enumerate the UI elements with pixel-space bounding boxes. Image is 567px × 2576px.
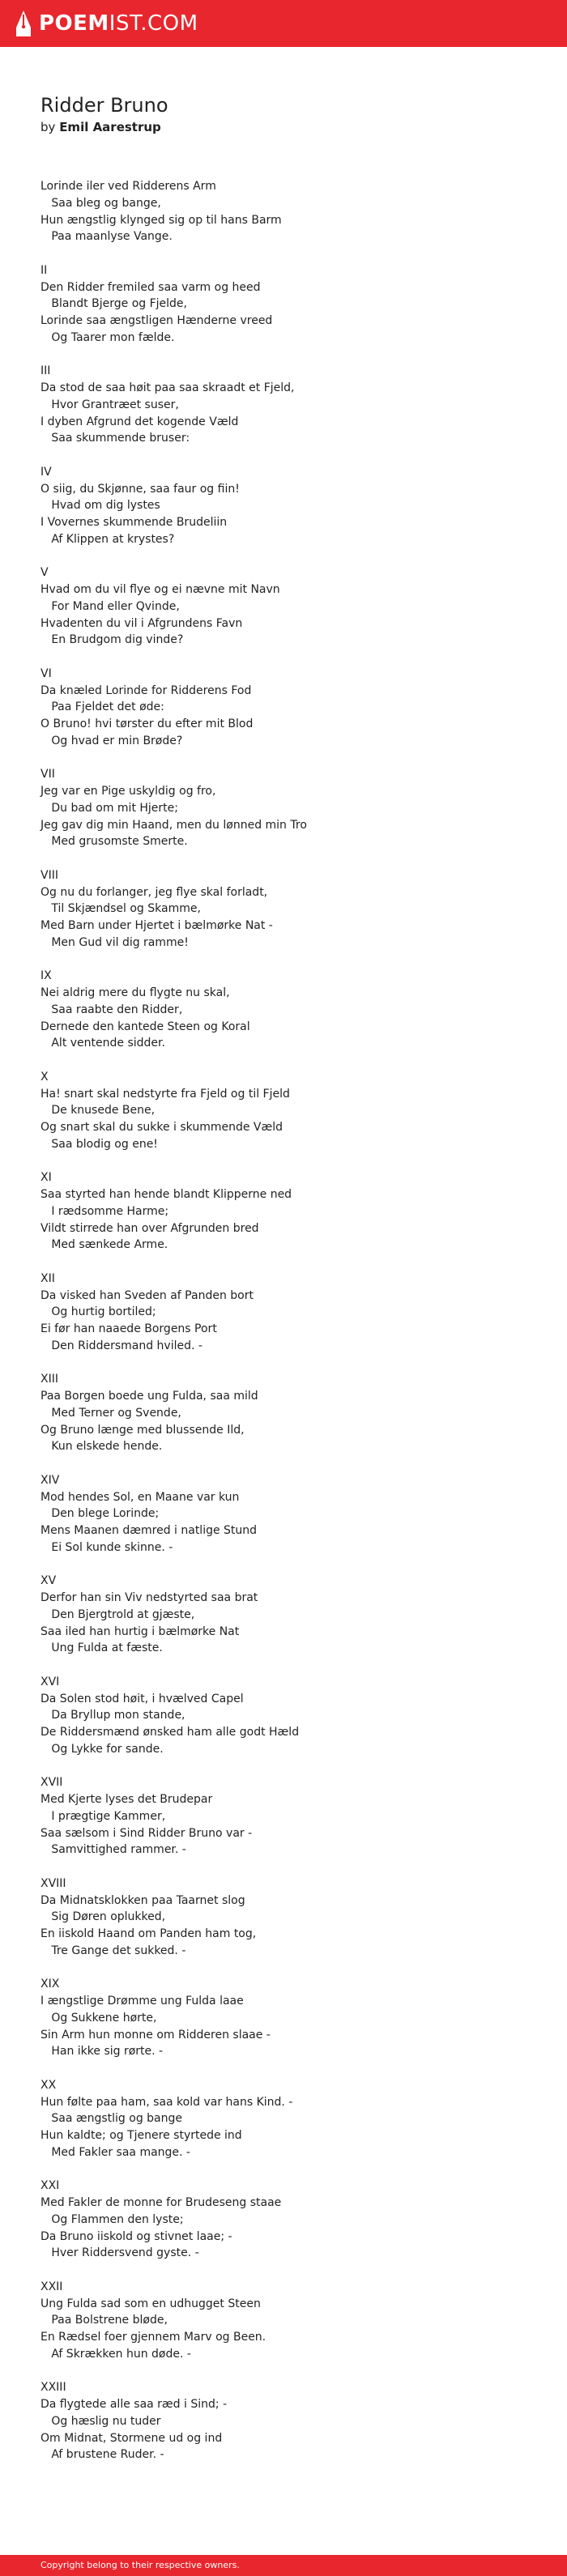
brand-name	[39, 10, 198, 37]
poem-line: Og snart skal du sukke i skummende Væld	[40, 1121, 284, 1134]
poem-line: Den blege Lorinde;	[40, 1507, 160, 1521]
brand-bold: POEM	[39, 11, 109, 36]
poem-line: Den Riddersmand hviled. -	[40, 1339, 202, 1352]
stanza	[40, 2178, 526, 2262]
poem-line: XI	[40, 1171, 52, 1185]
stanza	[40, 1774, 526, 1859]
poem-line: En Brudgom dig vinde?	[40, 633, 184, 647]
poem-line: XXII	[40, 2280, 63, 2293]
stanza	[40, 1169, 526, 1254]
poem-line: Saa sælsom i Sind Ridder Bruno var -	[40, 1826, 253, 1840]
stanza	[40, 1674, 526, 1758]
poem-line: Til Skjændsel og Skamme,	[40, 902, 201, 916]
stanza-gap	[40, 245, 526, 262]
poem-line: I Vovernes skummende Brudeliin	[40, 516, 228, 529]
poem-line: Hun følte paa ham, saa kold var hans Kind. -	[40, 2095, 293, 2109]
poem-line: Ung Fulda sad som en udhugget Steen	[40, 2297, 261, 2310]
poem-line: Med grusomste Smerte.	[40, 835, 188, 849]
poem-line: III	[40, 364, 51, 378]
stanza	[40, 564, 526, 649]
poem-line: Men Gud vil dig ramme!	[40, 935, 189, 949]
poem-line: I prægtige Kammer,	[40, 1809, 166, 1823]
stanza	[40, 968, 526, 1052]
poem-line: Den Ridder fremiled saa varm og heed	[40, 280, 261, 294]
stanza	[40, 2279, 526, 2363]
stanza	[40, 2077, 526, 2161]
poem-line: XIV	[40, 1473, 60, 1487]
poem-line: Hun ængstlig klynged sig op til hans Barm	[40, 213, 282, 227]
poem-line: IV	[40, 465, 52, 479]
poem-line: Hver Riddersvend gyste. -	[40, 2246, 199, 2260]
stanza-gap	[40, 2161, 526, 2178]
poem-line: O Bruno! hvi tørster du efter mit Blod	[40, 717, 254, 730]
poem-line: Jeg gav dig min Haand, men du lønned min Tro	[40, 818, 307, 832]
poem-line: Mod hendes Sol, en Maane var kun	[40, 1490, 240, 1504]
stanza-gap	[40, 649, 526, 666]
stanza	[40, 1271, 526, 1355]
poem-line: Ung Fulda at fæste.	[40, 1641, 163, 1655]
poem-line: Og hurtig bortiled;	[40, 1305, 156, 1319]
poem-byline	[40, 119, 161, 135]
stanza-gap	[40, 548, 526, 565]
poem-line: Og Flammen den lyste;	[40, 2212, 184, 2226]
poem-line: Paa Fjeldet det øde:	[40, 700, 164, 714]
stanza	[40, 2379, 526, 2463]
poem-line: Du bad om mit Hjerte;	[40, 801, 178, 815]
stanza-gap	[40, 1455, 526, 1472]
poem-line: Og Taarer mon fælde.	[40, 330, 175, 344]
poem-line: Sig Døren oplukked,	[40, 1910, 166, 1924]
poem-line: Hvor Grantræet suser,	[40, 398, 179, 411]
stanza-gap	[40, 447, 526, 464]
stanza-gap	[40, 2262, 526, 2279]
stanza-gap	[40, 952, 526, 969]
top-bar	[0, 0, 567, 47]
stanza-gap	[40, 1859, 526, 1876]
poem-line: Da visked han Sveden af Panden bort	[40, 1288, 254, 1302]
stanza-gap	[40, 750, 526, 767]
poem-line: De knusede Bene,	[40, 1104, 156, 1118]
stanza	[40, 1371, 526, 1455]
pen-nib-icon	[15, 10, 32, 37]
stanza	[40, 1573, 526, 1657]
stanza-gap	[40, 1556, 526, 1573]
poem-line: XV	[40, 1574, 57, 1588]
poem-line: Ha! snart skal nedstyrte fra Fjeld og til Fjeld	[40, 1087, 290, 1101]
stanza-gap	[40, 1052, 526, 1069]
stanza-gap	[40, 1153, 526, 1170]
poem-line: Med Fakler de monne for Brudeseng staae	[40, 2196, 282, 2209]
poem-line: Saa raabte den Ridder,	[40, 1003, 183, 1016]
poem-line: I dyben Afgrund det kogende Væld	[40, 415, 239, 428]
poem-line: Hvad om dig lystes	[40, 499, 160, 513]
poem-line: XVII	[40, 1776, 63, 1790]
stanza	[40, 262, 526, 347]
poem-line: Hvadenten du vil i Afgrundens Favn	[40, 616, 243, 630]
poem-line: Den Bjergtrold at gjæste,	[40, 1607, 195, 1621]
poem-line: En Rædsel foer gjennem Marv og Been.	[40, 2331, 266, 2344]
poem-line: Saa bleg og bange,	[40, 196, 161, 210]
poem-line: Og Bruno længe med blussende Ild,	[40, 1423, 245, 1437]
poem-line: For Mand eller Qvinde,	[40, 599, 180, 613]
poem-line: Med Kjerte lyses det Brudepar	[40, 1793, 213, 1806]
poem-line: Af brustene Ruder. -	[40, 2448, 164, 2462]
poem-line: Lorinde iler ved Ridderens Arm	[40, 180, 216, 193]
poem-line: Tre Gange det sukked. -	[40, 1944, 186, 1957]
stanza-gap	[40, 1254, 526, 1271]
stanza	[40, 1876, 526, 1960]
site-logo[interactable]	[15, 10, 198, 37]
poem-line: Da flygtede alle saa ræd i Sind; -	[40, 2398, 228, 2411]
poem-line: En iiskold Haand om Panden ham tog,	[40, 1927, 257, 1940]
poem-line: XVI	[40, 1675, 60, 1688]
poem-line: XX	[40, 2078, 57, 2092]
stanza-gap	[40, 1355, 526, 1372]
poem-line: Af Klippen at krystes?	[40, 532, 175, 546]
poem-line: Lorinde saa ængstligen Hænderne vreed	[40, 314, 273, 327]
poem-line: Med sænkede Arme.	[40, 1238, 168, 1252]
stanza-gap	[40, 1960, 526, 1977]
poem-line: XIX	[40, 1978, 60, 1991]
poem-line: Alt ventende sidder.	[40, 1037, 165, 1050]
poem-line: Da Midnatsklokken paa Taarnet slog	[40, 1893, 245, 1907]
stanza	[40, 867, 526, 952]
poem-line: X	[40, 1070, 49, 1084]
poem-line: Med Barn under Hjertet i bælmørke Nat -	[40, 919, 273, 932]
stanza	[40, 1976, 526, 2060]
author-link[interactable]: Emil Aarestrup	[59, 120, 161, 134]
poem-line: XII	[40, 1271, 55, 1285]
by-label: by	[40, 120, 56, 134]
poem-line: Af Skrækken hun døde. -	[40, 2347, 191, 2361]
poem-line: Kun elskede hende.	[40, 1440, 163, 1454]
poem-line: Nei aldrig mere du flygte nu skal,	[40, 986, 230, 999]
stanza	[40, 1472, 526, 1556]
stanza	[40, 766, 526, 850]
poem-line: Saa ængstlig og bange	[40, 2112, 182, 2126]
poem-line: Og hæslig nu tuder	[40, 2414, 161, 2428]
poem-line: Saa iled han hurtig i bælmørke Nat	[40, 1624, 240, 1638]
poem-line: XXI	[40, 2179, 60, 2193]
poem-line: Sin Arm hun monne om Ridderen slaae -	[40, 2028, 271, 2042]
poem-line: Paa maanlyse Vange.	[40, 230, 173, 244]
poem-line: Hun kaldte; og Tjenere styrtede ind	[40, 2129, 242, 2142]
poem-line: I rædsomme Harme;	[40, 1204, 169, 1218]
stanza-gap	[40, 1758, 526, 1775]
poem-line: II	[40, 263, 48, 277]
poem-line: Med Terner og Svende,	[40, 1406, 181, 1420]
poem-line: Derfor han sin Viv nedstyrted saa brat	[40, 1591, 258, 1604]
poem-line: XVIII	[40, 1876, 66, 1890]
poem-line: Dernede den kantede Steen og Koral	[40, 1020, 250, 1033]
poem-line: VI	[40, 666, 52, 680]
poem-line: Saa styrted han hende blandt Klipperne ned	[40, 1188, 292, 1201]
poem-line: Ei før han naaede Borgens Port	[40, 1322, 217, 1335]
footer-bar	[0, 2555, 567, 2576]
poem-line: Da knæled Lorinde for Ridderens Fod	[40, 683, 252, 697]
poem-line: Paa Bolstrene bløde,	[40, 2314, 168, 2327]
stanza	[40, 1069, 526, 1153]
poem-line: Jeg var en Pige uskyldig og fro,	[40, 785, 216, 798]
poem-line: Han ikke sig rørte. -	[40, 2045, 164, 2059]
poem-title: Ridder Bruno	[40, 94, 168, 117]
stanza	[40, 666, 526, 750]
stanza-gap	[40, 850, 526, 867]
poem-line: Med Fakler saa mange. -	[40, 2145, 190, 2159]
stanza-gap	[40, 2363, 526, 2380]
poem-line: XIII	[40, 1373, 58, 1386]
poem-line: O siig, du Skjønne, saa faur og fiin!	[40, 482, 240, 496]
poem-line: Blandt Bjerge og Fjelde,	[40, 297, 187, 311]
poem-line: I ængstlige Drømme ung Fulda laae	[40, 1995, 244, 2008]
poem-line: Da Bruno iiskold og stivnet laae; -	[40, 2229, 232, 2243]
poem-line: VII	[40, 768, 55, 781]
poem-line: Da stod de saa høit paa saa skraadt et Fjeld,	[40, 381, 295, 394]
poem-line: Og hvad er min Brøde?	[40, 734, 183, 747]
poem-line: Og nu du forlanger, jeg flye skal forladt,	[40, 885, 268, 899]
poem-line: VIII	[40, 868, 58, 882]
poem-line: De Riddersmænd ønsked ham alle godt Hæld	[40, 1726, 300, 1739]
stanza-gap	[40, 2060, 526, 2077]
poem-line: Da Solen stod høit, i hvælved Capel	[40, 1692, 244, 1705]
poem-line: Og Sukkene hørte,	[40, 2011, 157, 2025]
poem-line: Hvad om du vil flye og ei nævne mit Navn	[40, 583, 280, 596]
poem-line: Saa skummende bruser:	[40, 432, 190, 445]
poem-line: V	[40, 566, 49, 580]
brand-rest: IST.COM	[109, 11, 198, 36]
poem-line: Samvittighed rammer. -	[40, 1843, 186, 1857]
poem-line: Da Bryllup mon stande,	[40, 1709, 185, 1722]
poem-line: Vildt stirrede han over Afgrunden bred	[40, 1221, 259, 1235]
poem-line: Paa Borgen boede ung Fulda, saa mild	[40, 1390, 258, 1403]
stanza	[40, 464, 526, 548]
poem-line: Saa blodig og ene!	[40, 1137, 158, 1151]
poem-line: Mens Maanen dæmred i natlige Stund	[40, 1524, 258, 1537]
stanza	[40, 363, 526, 447]
stanza-gap	[40, 347, 526, 364]
poem-line: IX	[40, 969, 52, 983]
poem-line: XXIII	[40, 2381, 66, 2395]
poem-line: Om Midnat, Stormene ud og ind	[40, 2431, 223, 2445]
poem-line: Og Lykke for sande.	[40, 1742, 164, 1756]
poem-line: Ei Sol kunde skinne. -	[40, 1540, 173, 1554]
copyright-text: Copyright belong to their respective owners.	[40, 2560, 240, 2570]
stanza-gap	[40, 1657, 526, 1674]
stanza	[40, 178, 526, 245]
poem-body	[40, 178, 526, 2463]
